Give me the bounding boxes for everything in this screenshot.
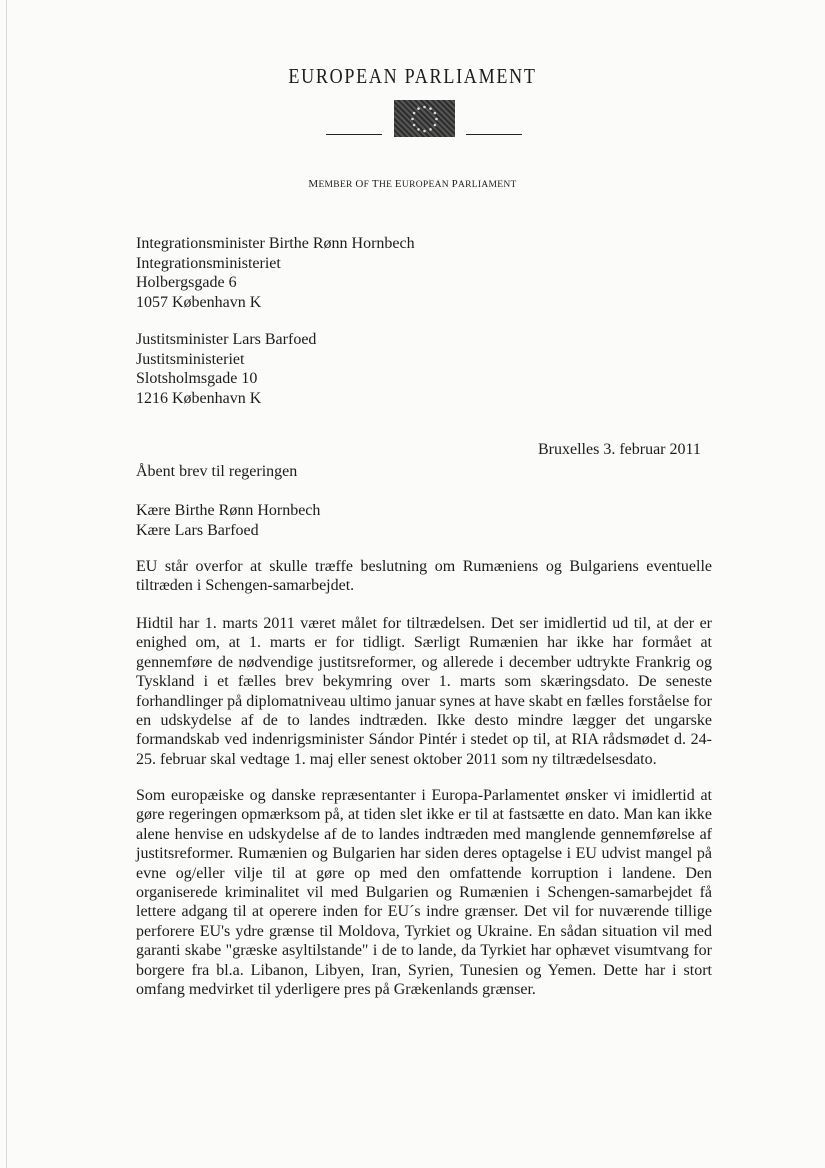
letterhead-title: EUROPEAN PARLIAMENT <box>288 64 537 88</box>
eu-flag-icon <box>394 100 455 137</box>
address-line: 1057 København K <box>136 293 262 311</box>
recipient-address-1 <box>136 234 415 312</box>
address-line: Integrationsministeriet <box>136 254 281 272</box>
member-of-parliament-line <box>0 178 825 190</box>
scan-edge <box>6 0 7 1168</box>
salutation: Kære Birthe Rønn Hornbech <box>136 502 321 519</box>
address-line: Justitsministeriet <box>136 350 245 368</box>
letter-date: Bruxelles 3. februar 2011 <box>538 441 701 458</box>
member-line-text: MEMBER OF THE EUROPEAN PARLIAMENT <box>308 178 517 190</box>
address-line: Integrationsminister Birthe Rønn Hornbech <box>136 235 415 252</box>
body-paragraph-1: EU står overfor at skulle træffe beslutning om Rumæniens og Bulgariens eventuelle tiltræden i Schengen-samarbejdet. <box>136 558 712 595</box>
salutations <box>136 501 320 540</box>
recipient-address-2 <box>136 330 316 408</box>
body-paragraph-2: Hidtil har 1. marts 2011 været målet for tiltrædelsen. Det ser imidlertid ud til, at der er enighed om, at 1. marts er for tidligt. Særligt Rumænien har ikke har formået at gennemføre de nødvendige justitsreformer, og allerede i december udtrykte Frankrig og Tyskland i et fælles brev bekymring over 1. marts som skæringsdato. De seneste forhandlinger på diplomatniveau ultimo januar synes at have skabt en fælles forståelse for en udskydelse af de to landes indtræden. Ikke desto mindre lægger det ungarske formandskab ved indenrigsminister Sándor Pintér i stedet op til, at RIA rådsmødet d. 24-25. februar skal vedtage 1. maj eller senest oktober 2011 som ny tiltrædelsesdato. <box>136 615 712 768</box>
address-line: Justitsminister Lars Barfoed <box>136 331 317 348</box>
emblem-rule-left <box>326 134 382 135</box>
eu-stars-icon <box>394 100 455 137</box>
address-line: Holbergsgade 6 <box>136 274 237 291</box>
address-line: Slotsholmsgade 10 <box>136 370 258 387</box>
letter-subject: Åbent brev til regeringen <box>136 463 298 480</box>
address-line: 1216 København K <box>136 389 262 407</box>
emblem-rule-right <box>466 134 522 135</box>
body-paragraph-3: Som europæiske og danske repræsentanter i Europa-Parlamentet ønsker vi imidlertid at gøre regeringen opmærksom på, at tiden slet ikke er til at fastsætte en dato. Man kan ikke alene henvise en udskydelse af de to landes indtræden med manglende gennemførelse af justitsreformer. Rumænien og Bulgarien har siden deres optagelse i EU udvist mangel på evne og/eller vilje til at gøre op med den omfattende korruption i landene. Den organiserede kriminalitet vil med Bulgarien og Rumænien i Schengen-samarbejdet få lettere adgang til at operere inden for EU´s indre grænser. Det vil for nuværende tillige perforere EU's ydre grænse til Moldova, Tyrkiet og Ukraine. En sådan situation vil med garanti skabe "græske asyltilstande" i de to lande, da Tyrkiet har ophævet visumtvang for borgere fra bl.a. Libanon, Libyen, Iran, Syrien, Tunesien og Yemen. Dette har i stort omfang medvirket til yderligere pres på Grækenlands grænser. <box>136 787 712 999</box>
letterhead-emblem <box>326 100 522 140</box>
salutation: Kære Lars Barfoed <box>136 521 259 539</box>
